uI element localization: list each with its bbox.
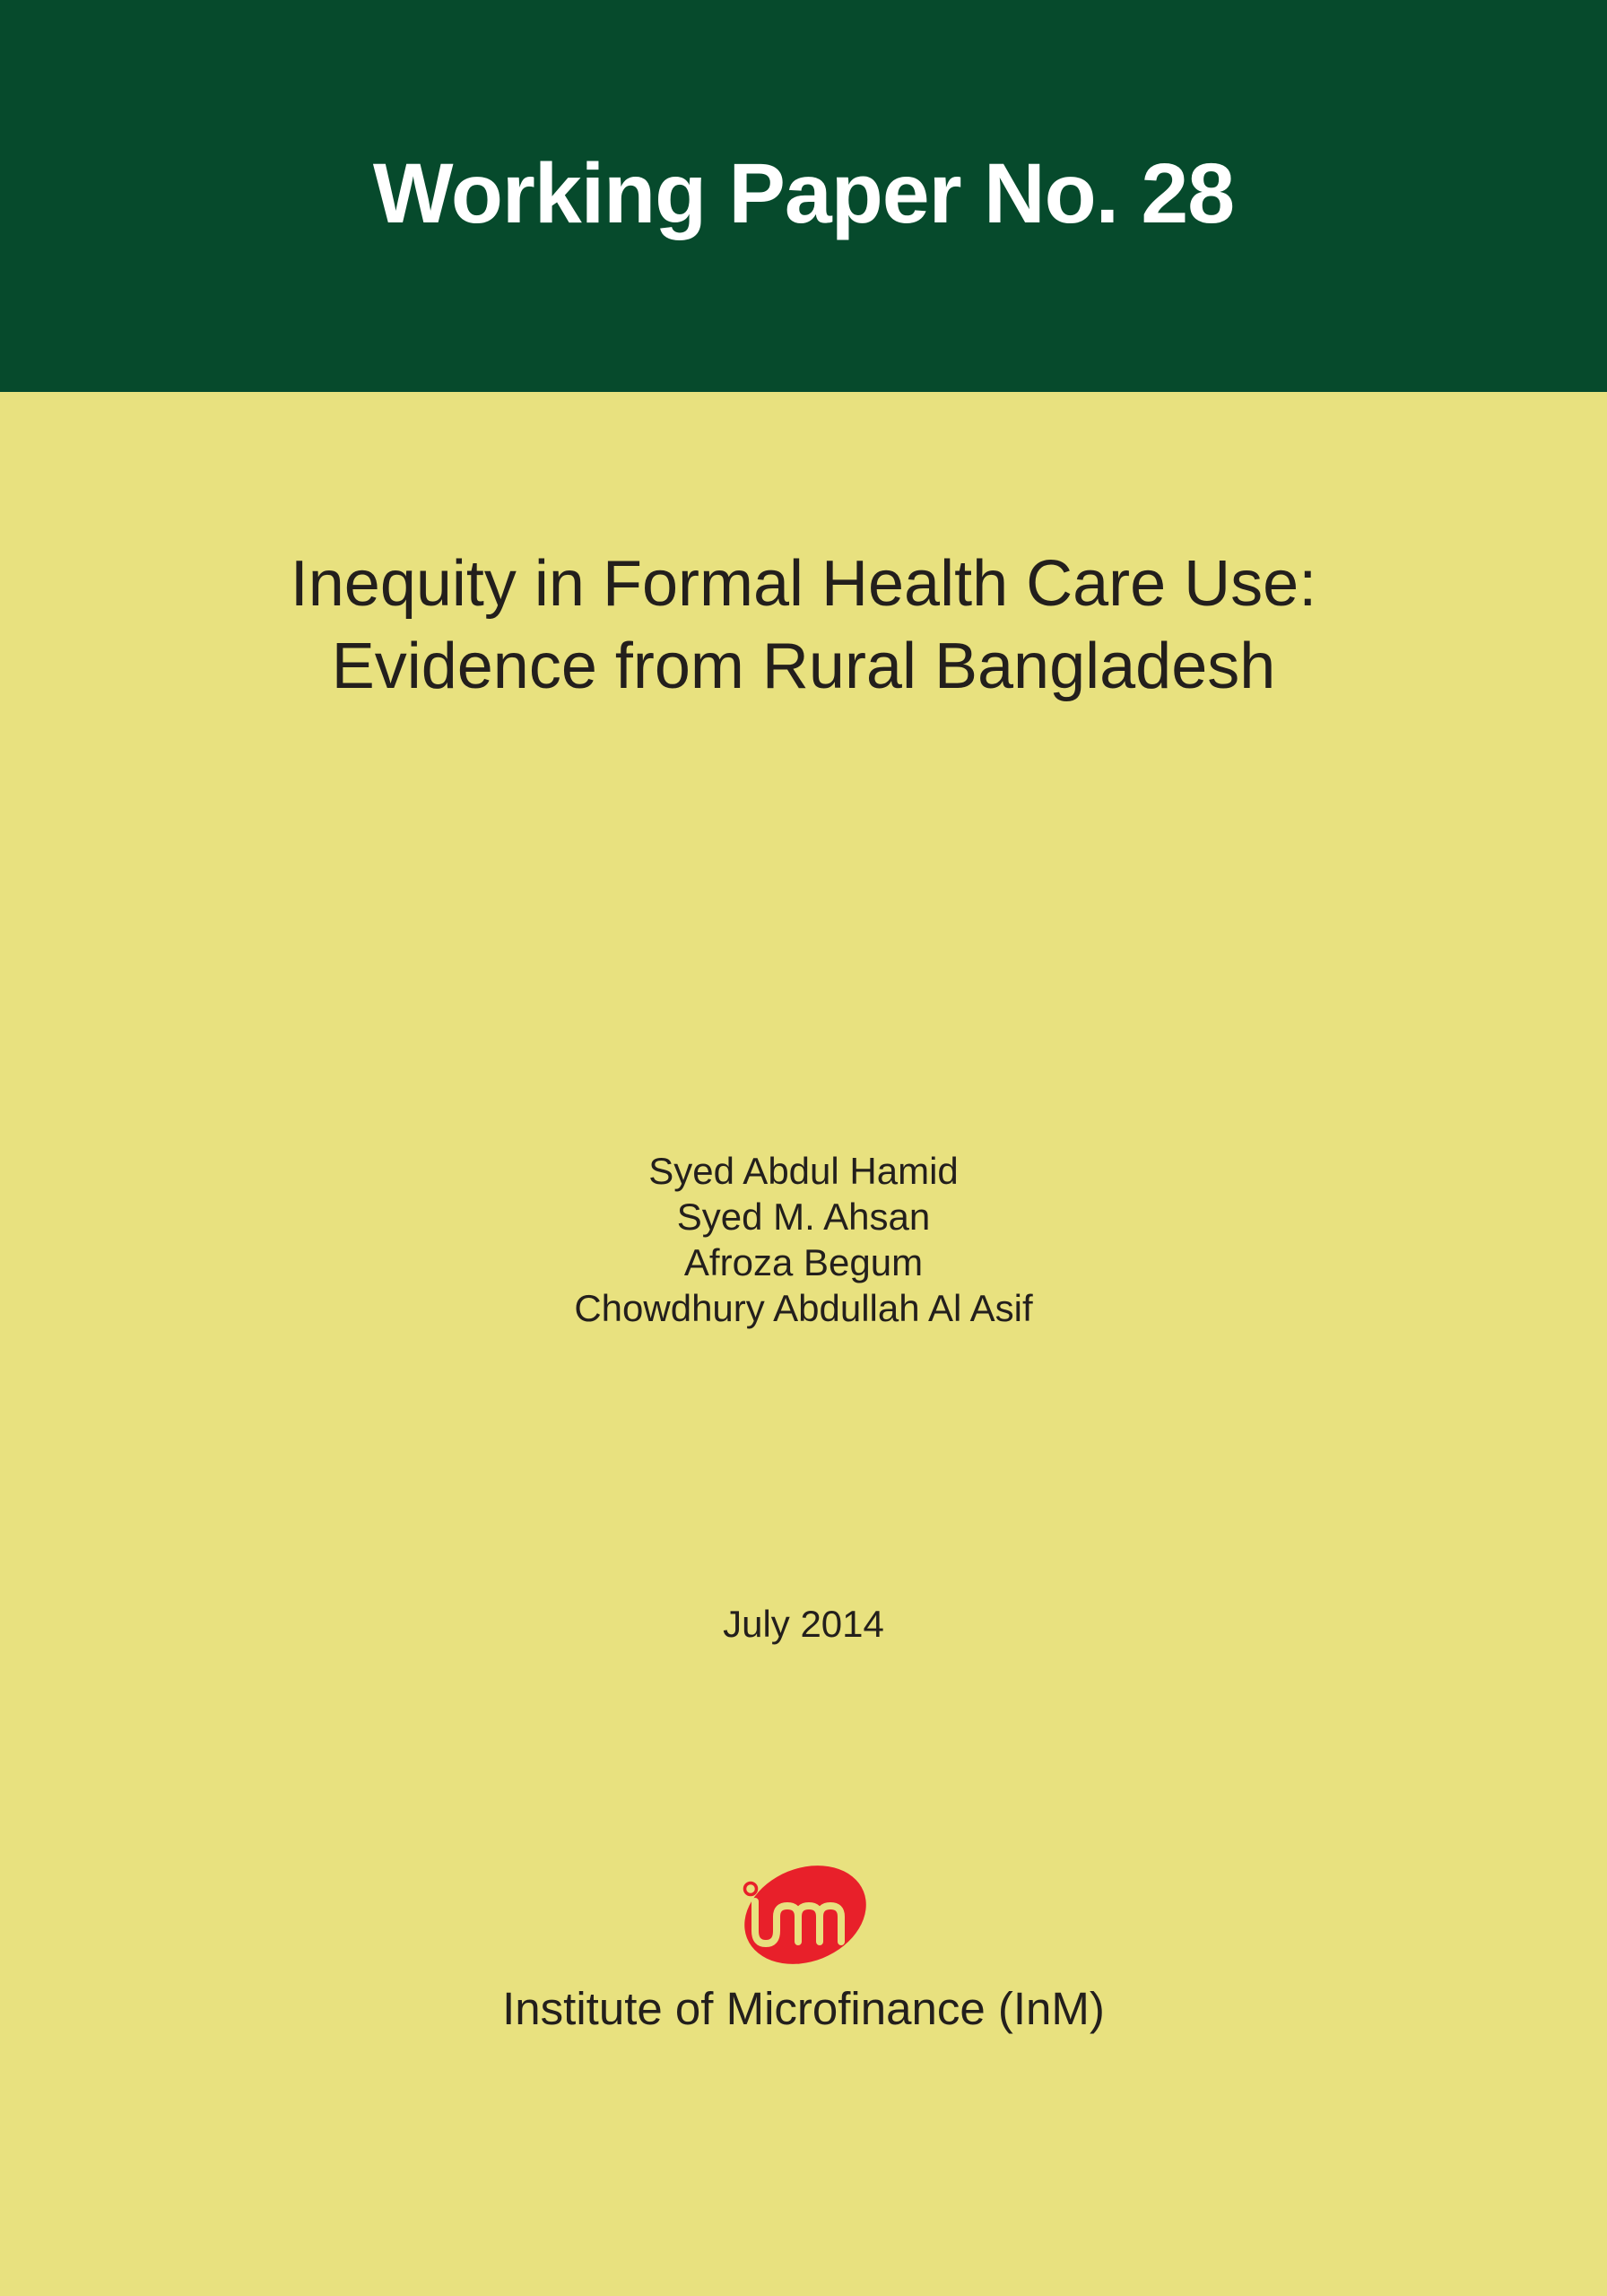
author-name: Chowdhury Abdullah Al Asif (574, 1287, 1033, 1329)
document-title (0, 543, 1607, 708)
publisher-name: Institute of Microfinance (InM) (502, 1983, 1105, 2034)
document-title-line: Inequity in Formal Health Care Use: (290, 548, 1317, 620)
series-title: Working Paper No. 28 (372, 146, 1235, 241)
author-list (0, 1148, 1607, 1331)
publication-date: July 2014 (723, 1603, 884, 1645)
author-name: Syed M. Ahsan (676, 1196, 931, 1238)
header-band (0, 0, 1607, 392)
author-name: Afroza Begum (683, 1241, 924, 1283)
author-name: Syed Abdul Hamid (648, 1150, 959, 1192)
document-title-line: Evidence from Rural Bangladesh (331, 631, 1276, 702)
logo-dot (745, 1883, 757, 1895)
inm-logo-icon (735, 1861, 870, 1969)
